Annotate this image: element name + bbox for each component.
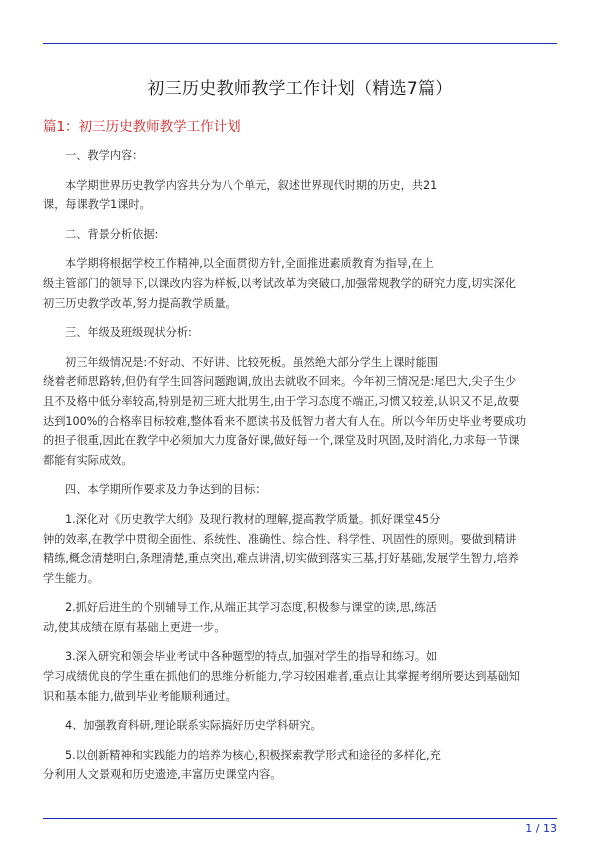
paragraph-line: 初三历史教学改革,努力提高教学质量。	[43, 296, 237, 310]
paragraph-line: 且不及格中低分率较高,特别是初三班大批男生,由于学习态度不端正,习惯又较差,认识又不足,故要	[43, 394, 520, 408]
heading-teaching-content: 一、教学内容：	[65, 149, 144, 162]
header-rule	[43, 43, 557, 44]
paragraph-goal-3	[43, 647, 557, 706]
heading-grade-analysis: 三、年级及班级现状分析:	[65, 326, 192, 340]
paragraph-line: 识和基本能力,做到毕业考能顺利通过。	[43, 689, 237, 703]
paragraph-grade-analysis	[43, 353, 557, 471]
paragraph-line: 达到100%的合格率目标较难,整体看来不愿读书及低智力者大有人在。所以今年历史毕业考要成功	[43, 414, 527, 428]
paragraph-goal-1	[43, 510, 557, 588]
paragraph-line: 初三年级情况是:不好动、不好讲、比较死板。虽然绝大部分学生上课时能围	[65, 355, 438, 369]
paragraph-teaching-content	[43, 176, 557, 215]
page-indicator: 1 / 13	[525, 822, 557, 835]
heading-background: 二、背景分析依据:	[65, 227, 159, 241]
paragraph-line: 绕着老师思路转,但仍有学生回答问题跑调,放出去就收不回来。今年初三情况是:尾巴大,尖子生少	[43, 375, 517, 389]
section-title: 篇1：初三历史教师教学工作计划	[43, 119, 241, 135]
paragraph-line: 动,使其成绩在原有基础上更进一步。	[43, 620, 226, 634]
paragraph-line: 学生能力。	[43, 571, 99, 585]
paragraph-line: 3.深入研究和领会毕业考试中各种题型的特点,加强对学生的指导和练习。如	[65, 650, 438, 664]
document-body	[43, 146, 557, 795]
paragraph-line: 精练,概念清楚明白,条理清楚,重点突出,难点讲清,切实做到落实三基,打好基础,发展学生智力,培养	[43, 552, 519, 566]
paragraph-line: 5.以创新精神和实践能力的培养为核心,积极探索教学形式和途径的多样化,充	[65, 748, 441, 762]
heading-goals: 四、本学期所作要求及力争达到的目标：	[65, 483, 267, 497]
paragraph-line: 学习成绩优良的学生重在抓他们的思维分析能力,学习较困难者,重点让其掌握考纲所要达到基础知	[43, 670, 520, 684]
paragraph-goal-2	[43, 598, 557, 637]
paragraph-line: 的担子很重,因此在教学中必须加大力度备好课,做好每一个,课堂及时巩固,及时消化,力求每一节课	[43, 434, 520, 448]
paragraph-background	[43, 254, 557, 313]
paragraph-line: 本学期世界历史教学内容共分为八个单元，叙述世界现代时期的历史，共21	[65, 178, 438, 192]
paragraph-line: 2.抓好后进生的个别辅导工作,从端正其学习态度,积极参与课堂的读,思,练活	[65, 601, 437, 615]
paragraph-goal-4	[43, 716, 557, 736]
paragraph-line: 都能有实际成效。	[43, 453, 133, 467]
paragraph-line: 课，每课教学1课时。	[43, 198, 151, 212]
paragraph-line: 钟的效率,在教学中贯彻全面性、系统性、准确性、综合性、科学性、巩固性的原则。要做到精讲	[43, 532, 517, 546]
paragraph-goal-5	[43, 746, 557, 785]
paragraph-line: 4、加强教育科研,理论联系实际搞好历史学科研究。	[65, 719, 322, 733]
paragraph-line: 本学期将根据学校工作精神,以全面贯彻方针,全面推进素质教育为指导,在上	[65, 257, 434, 271]
paragraph-line: 分利用人文景观和历史遗迹,丰富历史课堂内容。	[43, 768, 282, 782]
document-title: 初三历史教师教学工作计划（精选7篇）	[147, 79, 453, 99]
paragraph-line: 级主管部门的领导下,以课改内容为样板,以考试改革为突破口,加强常规教学的研究力度,切实深化	[43, 276, 516, 290]
paragraph-line: 1.深化对《历史教学大纲》及现行教材的理解,提高教学质量。抓好课堂45分	[65, 512, 441, 526]
footer-rule	[43, 818, 557, 819]
